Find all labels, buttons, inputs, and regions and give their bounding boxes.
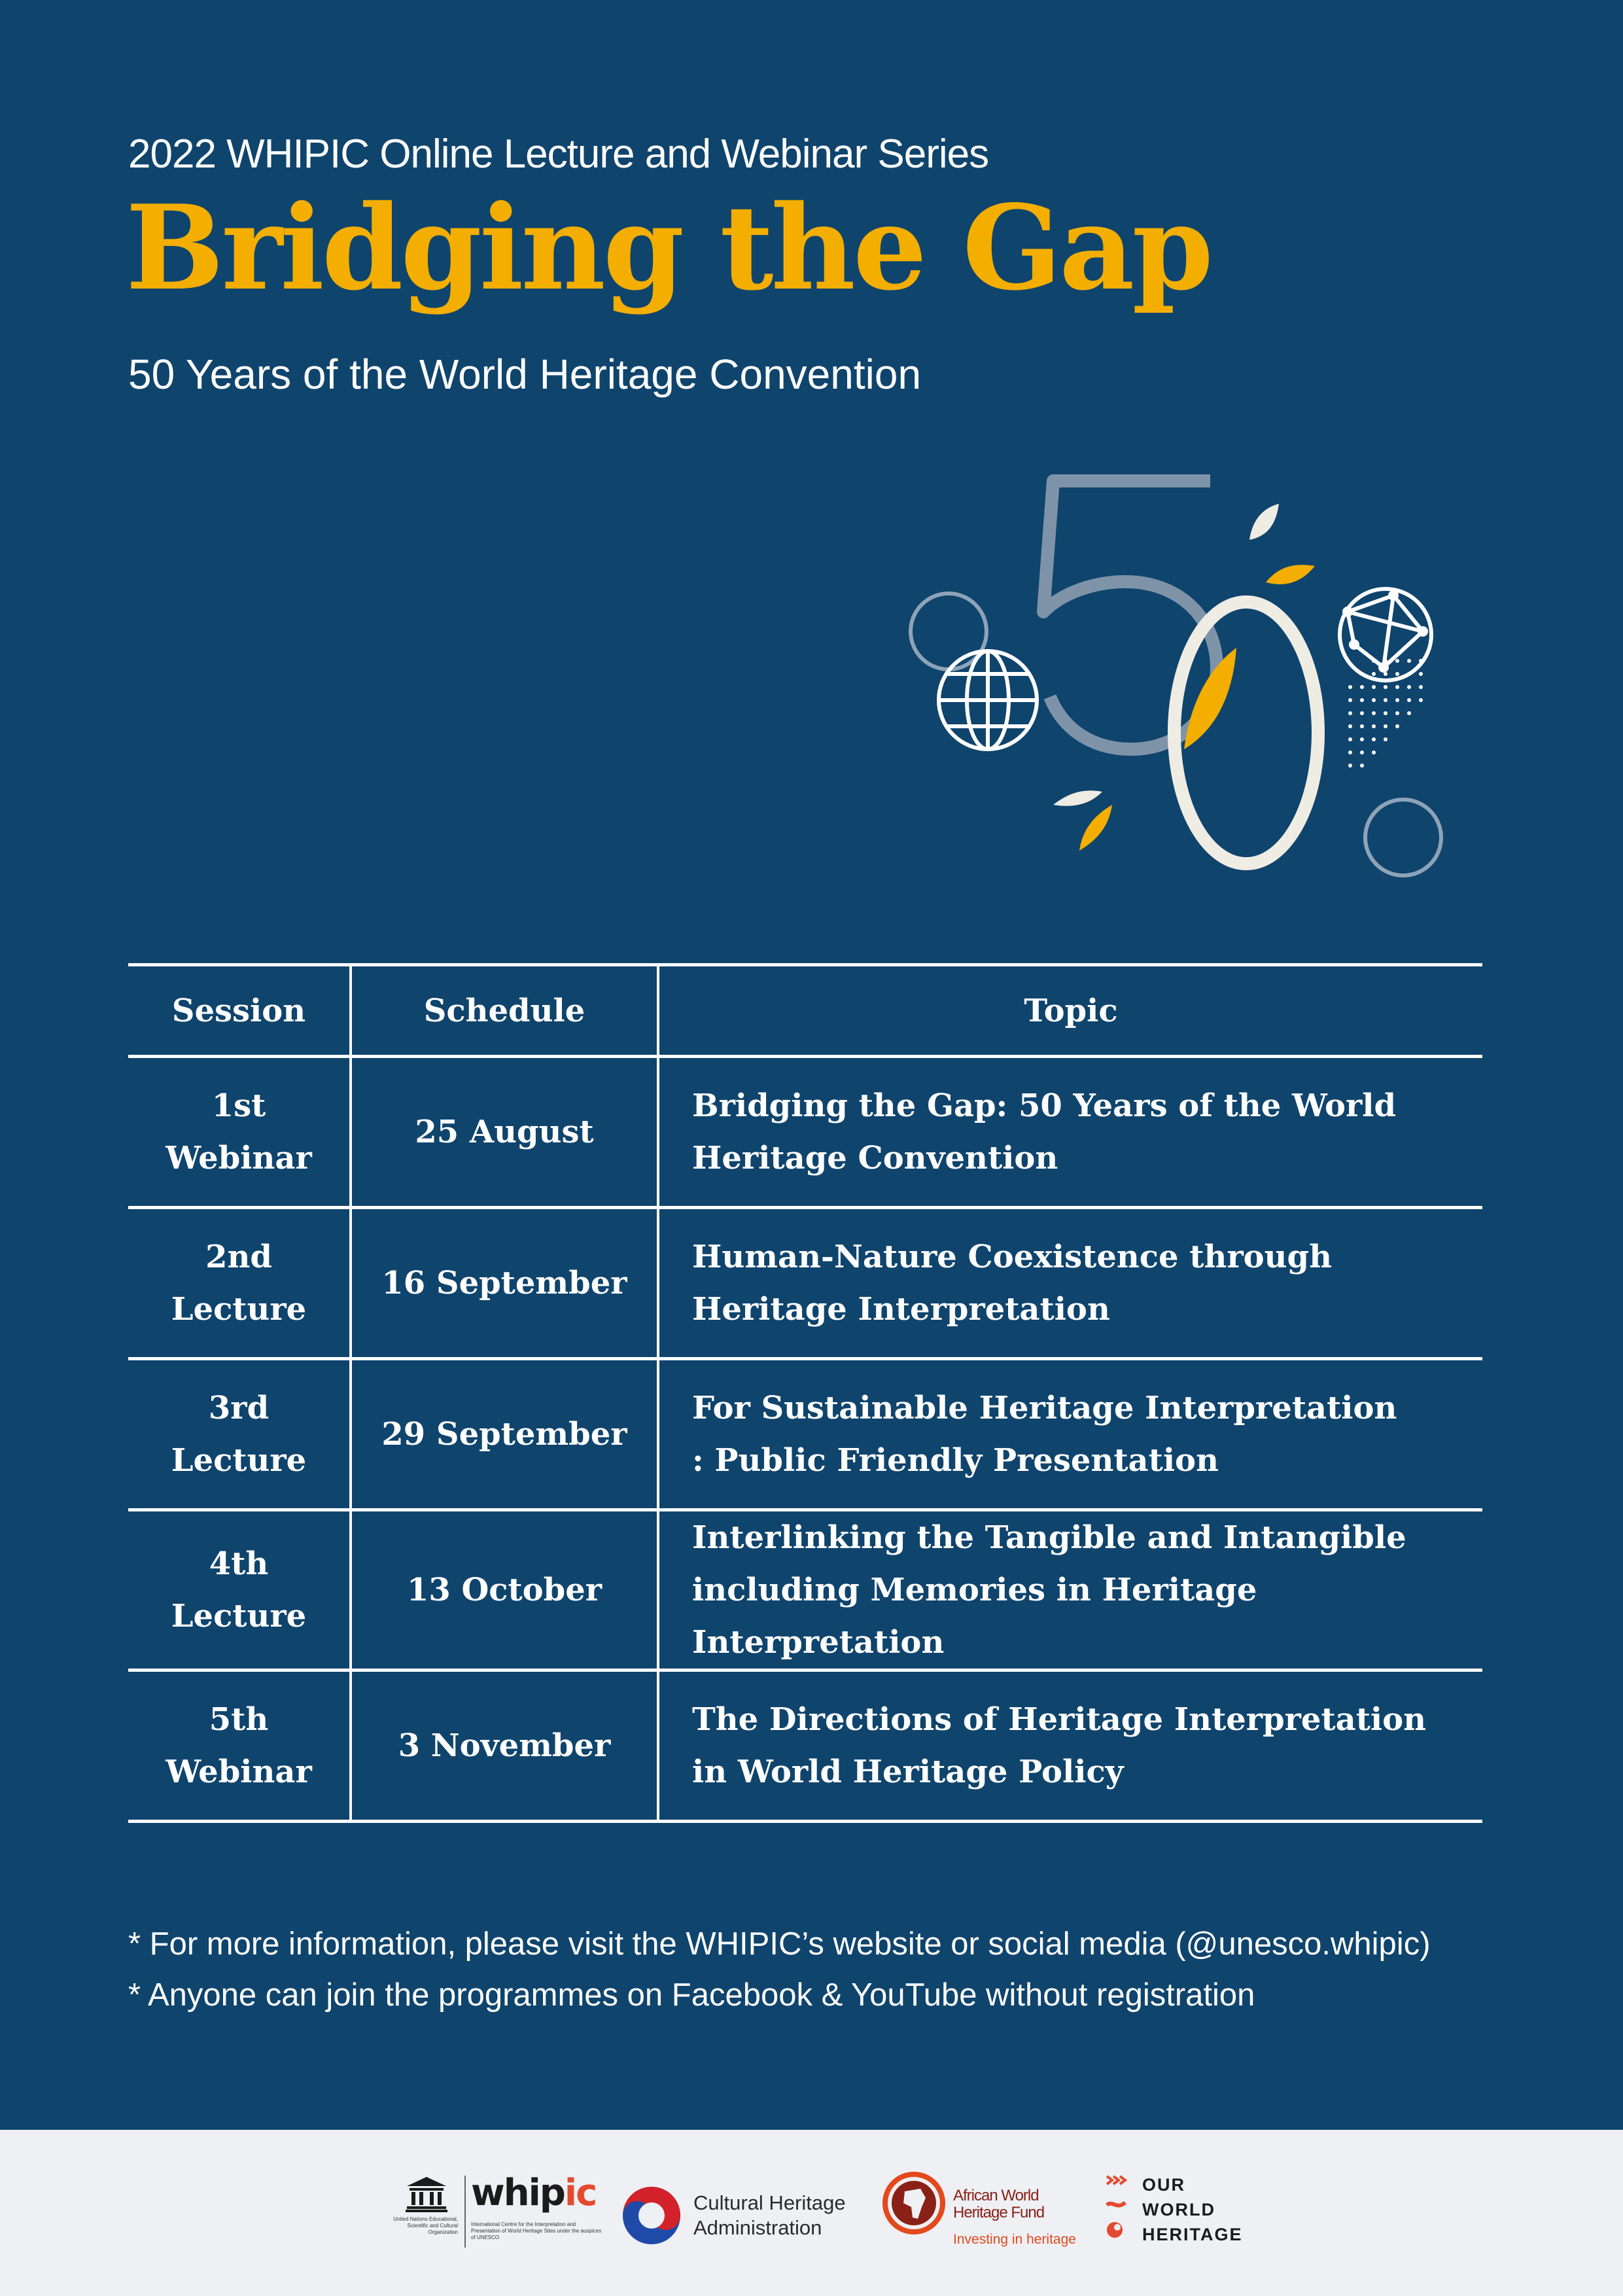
session-cell: 3rd Lecture xyxy=(128,1359,351,1510)
session-cell: 2nd Lecture xyxy=(128,1208,351,1359)
cultural-heritage-administration-logo xyxy=(621,2185,857,2251)
unesco-temple-icon xyxy=(406,2176,447,2212)
leaf-icon xyxy=(1266,565,1315,584)
leaf-icon xyxy=(1249,504,1279,540)
awhf-name: African World Heritage Fund xyxy=(953,2187,1045,2221)
unesco-whipic-logo xyxy=(379,2172,602,2254)
topic-cell: The Directions of Heritage Interpretation in World Heritage Policy xyxy=(658,1670,1482,1822)
owh-name: OUR WORLD HERITAGE xyxy=(1142,2175,1243,2244)
header-topic: Topic xyxy=(658,965,1482,1057)
date-cell: 13 October xyxy=(351,1510,658,1670)
date-cell: 16 September xyxy=(351,1208,658,1359)
leaf-icon xyxy=(1053,790,1102,806)
series-heading: 2022 WHIPIC Online Lecture and Webinar Series xyxy=(128,132,989,177)
topic-cell: Human-Nature Coexistence through Heritage Interpretation xyxy=(658,1208,1482,1359)
africa-map-icon xyxy=(880,2169,948,2237)
whipic-wordmark: whipic xyxy=(471,2172,597,2214)
footnotes xyxy=(128,1918,1431,2021)
owh-marks-icon xyxy=(1106,2172,1129,2251)
session-cell: 4th Lecture xyxy=(128,1510,351,1670)
page-subtitle: 50 Years of the World Heritage Convention xyxy=(128,351,922,398)
taegeuk-icon xyxy=(621,2185,682,2246)
session-cell: 1st Webinar xyxy=(128,1057,351,1208)
header-session: Session xyxy=(128,965,351,1057)
topic-cell: Bridging the Gap: 50 Years of the World Heritage Convention xyxy=(658,1057,1482,1208)
table-row xyxy=(128,1359,1482,1510)
session-cell: 5th Webinar xyxy=(128,1670,351,1822)
date-cell: 29 September xyxy=(351,1359,658,1510)
footnote-registration: * Anyone can join the programmes on Facebook & YouTube without registration xyxy=(128,1977,1255,2013)
whipic-description: International Centre for the Interpretation and Presentation of World Heritage Sites under the auspices of UNESCO xyxy=(471,2221,602,2240)
fifty-years-graphic xyxy=(896,471,1485,890)
table-row xyxy=(128,1057,1482,1208)
our-world-heritage-logo xyxy=(1106,2172,1269,2264)
footnote-info: * For more information, please visit the WHIPIC’s website or social media (@unesco.whipic) xyxy=(128,1926,1431,1962)
dot-pattern xyxy=(1348,659,1423,768)
cha-name: Cultural Heritage Administration xyxy=(693,2191,846,2239)
awhf-tagline: Investing in heritage xyxy=(953,2232,1076,2247)
table-row xyxy=(128,1670,1482,1822)
unesco-name: United Nations Educational, Scientific and Cultural Organization xyxy=(393,2216,458,2235)
topic-cell: Interlinking the Tangible and Intangible including Memories in Heritage Interpretation xyxy=(658,1510,1482,1670)
schedule-table xyxy=(128,963,1482,1823)
african-world-heritage-fund-logo xyxy=(880,2169,1076,2261)
outline-circle-right xyxy=(1365,800,1441,875)
table-row xyxy=(128,1208,1482,1359)
logo-divider xyxy=(464,2176,466,2248)
leaf-icon xyxy=(1079,805,1112,851)
topic-cell: For Sustainable Heritage Interpretation : Public Friendly Presentation xyxy=(658,1359,1482,1510)
page-title: Bridging the Gap xyxy=(126,179,1211,316)
globe-icon xyxy=(939,651,1037,749)
logo-footer xyxy=(0,2130,1623,2296)
date-cell: 3 November xyxy=(351,1670,658,1822)
table-row xyxy=(128,1510,1482,1670)
table-header-row xyxy=(128,965,1482,1057)
date-cell: 25 August xyxy=(351,1057,658,1208)
header-schedule: Schedule xyxy=(351,965,658,1057)
number-five xyxy=(1043,481,1217,749)
